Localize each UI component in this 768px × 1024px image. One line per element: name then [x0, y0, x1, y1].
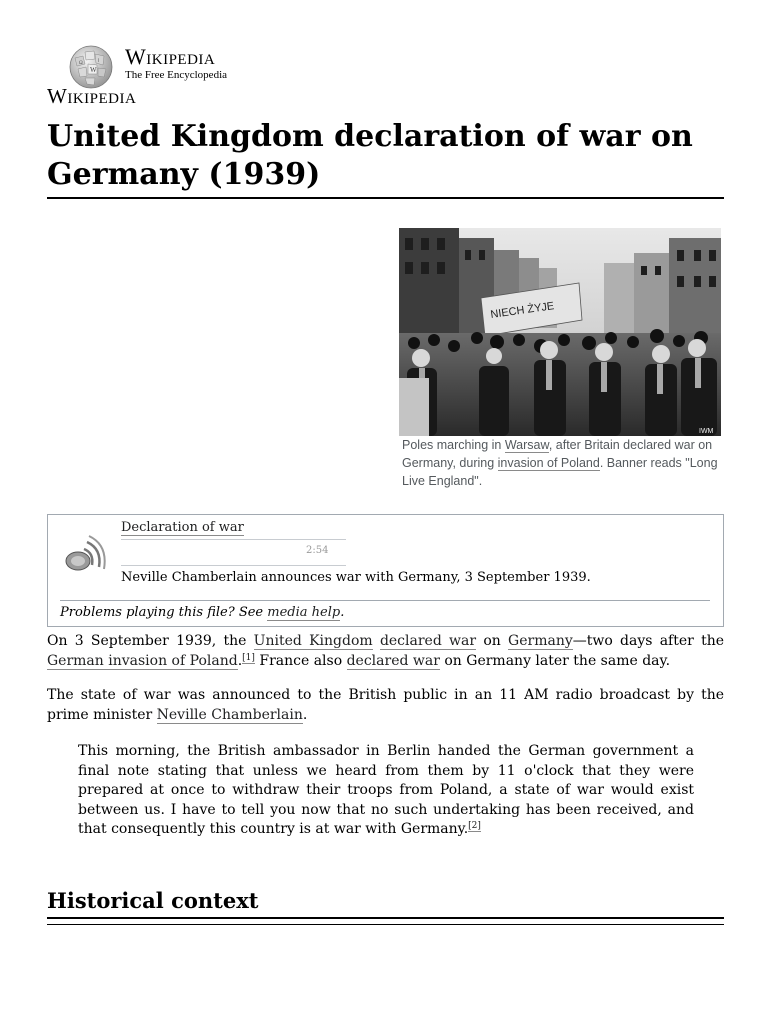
link-neville-chamberlain[interactable]: Neville Chamberlain: [156, 707, 303, 723]
link-warsaw[interactable]: Warsaw: [504, 438, 549, 452]
text: .: [302, 707, 308, 723]
link-invasion-of-poland[interactable]: invasion of Poland: [497, 456, 600, 470]
iwm-watermark: IWM: [699, 428, 714, 435]
reference-2[interactable]: [2]: [468, 821, 481, 831]
audio-player-box: [47, 514, 724, 627]
audio-divider: [121, 565, 346, 566]
blockquote: [78, 742, 694, 840]
paragraph-intro: [47, 631, 724, 671]
caption-text: Poles marching in: [402, 438, 505, 452]
svg-text:ا: ا: [98, 59, 100, 64]
wikipedia-wordmark-small[interactable]: Wikipedia: [47, 84, 137, 108]
audio-help-divider: [60, 600, 710, 601]
figure-caption: [399, 436, 721, 490]
caption-text: . Banner reads "Long Live England".: [402, 456, 718, 488]
link-media-help[interactable]: media help: [267, 605, 341, 620]
page-title: United Kingdom declaration of war on Germany (1939): [47, 119, 693, 192]
audio-progress-track[interactable]: [121, 539, 346, 540]
text: [373, 633, 380, 649]
thumbnail-figure: [399, 228, 721, 490]
audio-description: Neville Chamberlain announces war with Germany, 3 September 1939.: [121, 570, 591, 585]
audio-help-text: .: [340, 605, 345, 620]
audio-help: [60, 605, 344, 620]
section-heading-historical-context: Historical context: [47, 888, 259, 913]
section-divider: [47, 924, 724, 925]
quote-text: This morning, the British ambassador in Berlin handed the German government a final note stating that unless we heard from them by 11 o'clock that they were prepared at once to withdraw their troops from Poland, a state of war would exist between us. I have to tell you now that no such undertaking has been received, and that consequently this country is at war with Germany.: [78, 743, 694, 837]
site-header: [47, 42, 347, 110]
text: On 3 September 1939, the: [47, 633, 254, 649]
wikipedia-wordmark[interactable]: Wikipedia: [125, 44, 216, 69]
section-divider: [47, 917, 724, 919]
paragraph-broadcast: [47, 685, 724, 725]
audio-help-text: Problems playing this file? See: [60, 605, 268, 620]
link-german-invasion-of-poland[interactable]: German invasion of Poland: [47, 653, 238, 669]
text: .: [237, 653, 243, 669]
caption-text: , after Britain declared war on Germany, during: [402, 438, 713, 470]
text: on: [476, 633, 509, 649]
svg-text:W: W: [90, 66, 97, 74]
title-divider: [47, 197, 724, 199]
text: The state of war was announced to the British public in an 11 AM radio broadcast by the prime minister: [47, 687, 724, 723]
audio-duration: 2:54: [306, 545, 329, 556]
svg-text:Ω: Ω: [79, 61, 83, 66]
speaker-icon[interactable]: [62, 533, 106, 575]
link-declared-war[interactable]: declared war: [379, 633, 477, 649]
audio-title-link[interactable]: Declaration of war: [121, 520, 244, 535]
banner-text: NIECH ŻYJE: [489, 300, 555, 321]
reference-1[interactable]: [1]: [242, 653, 255, 663]
link-united-kingdom[interactable]: United Kingdom: [253, 633, 373, 649]
text: France also: [254, 653, 347, 669]
text: on Germany later the same day.: [439, 653, 671, 669]
text: —two days after the: [572, 633, 725, 649]
march-photo[interactable]: [399, 228, 721, 436]
link-germany[interactable]: Germany: [508, 633, 573, 649]
tagline: The Free Encyclopedia: [125, 69, 228, 81]
link-declared-war-france[interactable]: declared war: [346, 653, 440, 669]
